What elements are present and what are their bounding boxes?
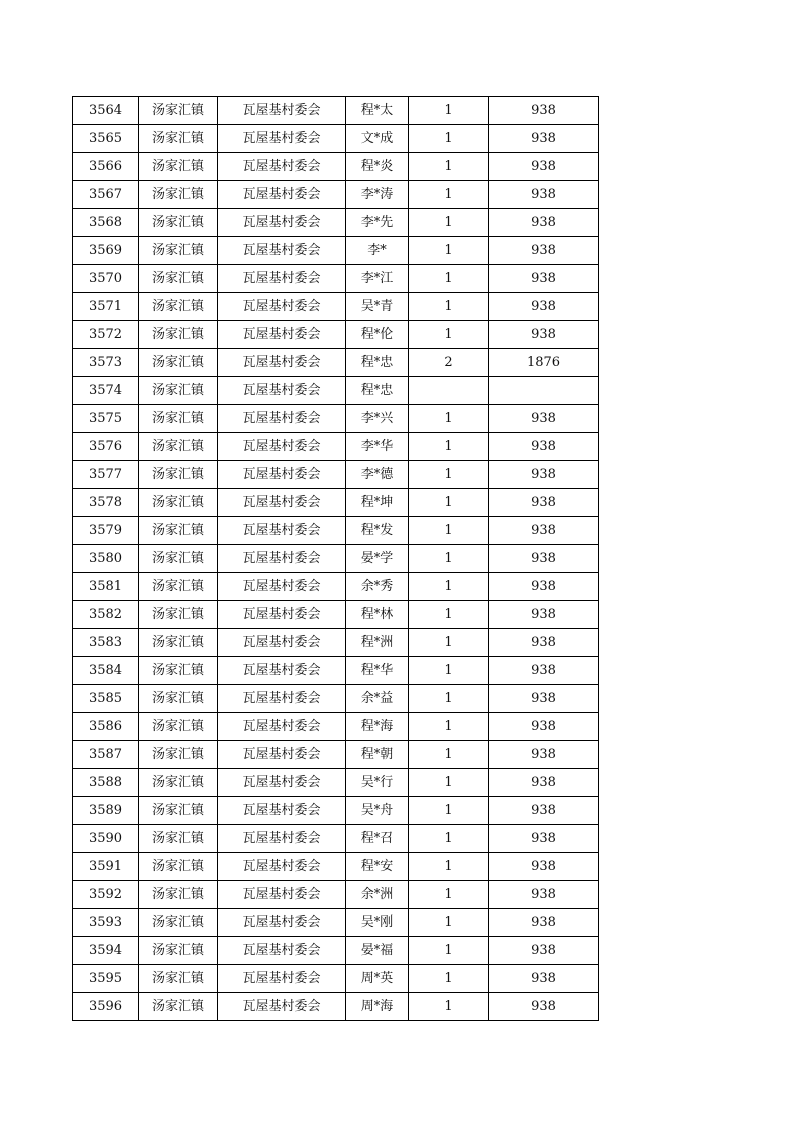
town-cell: 汤家汇镇 xyxy=(139,545,218,573)
amount-cell: 938 xyxy=(489,181,599,209)
amount-cell: 938 xyxy=(489,769,599,797)
amount-cell: 938 xyxy=(489,909,599,937)
amount-cell: 938 xyxy=(489,993,599,1021)
village-committee-cell: 瓦屋基村委会 xyxy=(218,153,346,181)
person-name-cell: 程*华 xyxy=(346,657,409,685)
serial-number-cell: 3577 xyxy=(73,461,139,489)
amount-cell: 938 xyxy=(489,601,599,629)
table-row xyxy=(73,517,599,545)
amount-cell: 938 xyxy=(489,965,599,993)
serial-number-cell: 3567 xyxy=(73,181,139,209)
serial-number-cell: 3579 xyxy=(73,517,139,545)
village-committee-cell: 瓦屋基村委会 xyxy=(218,881,346,909)
village-committee-cell: 瓦屋基村委会 xyxy=(218,937,346,965)
table-row xyxy=(73,741,599,769)
headcount-cell: 2 xyxy=(409,349,489,377)
table-row xyxy=(73,125,599,153)
person-name-cell: 李*兴 xyxy=(346,405,409,433)
headcount-cell: 1 xyxy=(409,965,489,993)
serial-number-cell: 3574 xyxy=(73,377,139,405)
village-committee-cell: 瓦屋基村委会 xyxy=(218,965,346,993)
village-committee-cell: 瓦屋基村委会 xyxy=(218,433,346,461)
amount-cell: 938 xyxy=(489,405,599,433)
town-cell: 汤家汇镇 xyxy=(139,601,218,629)
town-cell: 汤家汇镇 xyxy=(139,517,218,545)
village-committee-cell: 瓦屋基村委会 xyxy=(218,265,346,293)
table-row xyxy=(73,853,599,881)
amount-cell: 938 xyxy=(489,797,599,825)
amount-cell: 938 xyxy=(489,545,599,573)
table-row xyxy=(73,237,599,265)
table-row xyxy=(73,965,599,993)
village-committee-cell: 瓦屋基村委会 xyxy=(218,209,346,237)
town-cell: 汤家汇镇 xyxy=(139,657,218,685)
town-cell: 汤家汇镇 xyxy=(139,489,218,517)
amount-cell: 938 xyxy=(489,657,599,685)
headcount-cell: 1 xyxy=(409,125,489,153)
table-row xyxy=(73,377,599,405)
amount-cell: 938 xyxy=(489,237,599,265)
town-cell: 汤家汇镇 xyxy=(139,741,218,769)
person-name-cell: 程*林 xyxy=(346,601,409,629)
town-cell: 汤家汇镇 xyxy=(139,993,218,1021)
person-name-cell: 吴*青 xyxy=(346,293,409,321)
amount-cell: 938 xyxy=(489,629,599,657)
amount-cell: 938 xyxy=(489,489,599,517)
amount-cell: 938 xyxy=(489,517,599,545)
headcount-cell: 1 xyxy=(409,769,489,797)
person-name-cell: 吴*行 xyxy=(346,769,409,797)
table-row xyxy=(73,153,599,181)
serial-number-cell: 3571 xyxy=(73,293,139,321)
headcount-cell: 1 xyxy=(409,741,489,769)
person-name-cell: 程*坤 xyxy=(346,489,409,517)
serial-number-cell: 3594 xyxy=(73,937,139,965)
town-cell: 汤家汇镇 xyxy=(139,853,218,881)
person-name-cell: 程*海 xyxy=(346,713,409,741)
headcount-cell: 1 xyxy=(409,545,489,573)
town-cell: 汤家汇镇 xyxy=(139,685,218,713)
amount-cell: 938 xyxy=(489,209,599,237)
serial-number-cell: 3590 xyxy=(73,825,139,853)
table-row xyxy=(73,713,599,741)
amount-cell: 938 xyxy=(489,265,599,293)
table-row xyxy=(73,293,599,321)
table-row xyxy=(73,97,599,125)
table-row xyxy=(73,797,599,825)
village-committee-cell: 瓦屋基村委会 xyxy=(218,573,346,601)
headcount-cell: 1 xyxy=(409,293,489,321)
table-row xyxy=(73,209,599,237)
village-committee-cell: 瓦屋基村委会 xyxy=(218,489,346,517)
serial-number-cell: 3596 xyxy=(73,993,139,1021)
person-name-cell: 程*安 xyxy=(346,853,409,881)
person-name-cell: 文*成 xyxy=(346,125,409,153)
headcount-cell: 1 xyxy=(409,909,489,937)
village-committee-cell: 瓦屋基村委会 xyxy=(218,657,346,685)
amount-cell: 938 xyxy=(489,293,599,321)
amount-cell: 938 xyxy=(489,321,599,349)
amount-cell: 938 xyxy=(489,461,599,489)
headcount-cell: 1 xyxy=(409,489,489,517)
town-cell: 汤家汇镇 xyxy=(139,321,218,349)
headcount-cell: 1 xyxy=(409,209,489,237)
table-row xyxy=(73,461,599,489)
town-cell: 汤家汇镇 xyxy=(139,377,218,405)
headcount-cell: 1 xyxy=(409,993,489,1021)
serial-number-cell: 3576 xyxy=(73,433,139,461)
village-committee-cell: 瓦屋基村委会 xyxy=(218,293,346,321)
serial-number-cell: 3573 xyxy=(73,349,139,377)
town-cell: 汤家汇镇 xyxy=(139,713,218,741)
person-name-cell: 程*朝 xyxy=(346,741,409,769)
person-name-cell: 程*召 xyxy=(346,825,409,853)
serial-number-cell: 3589 xyxy=(73,797,139,825)
village-committee-cell: 瓦屋基村委会 xyxy=(218,377,346,405)
headcount-cell: 1 xyxy=(409,629,489,657)
headcount-cell: 1 xyxy=(409,433,489,461)
serial-number-cell: 3572 xyxy=(73,321,139,349)
serial-number-cell: 3578 xyxy=(73,489,139,517)
town-cell: 汤家汇镇 xyxy=(139,293,218,321)
headcount-cell: 1 xyxy=(409,657,489,685)
headcount-cell: 1 xyxy=(409,237,489,265)
person-name-cell: 程*伦 xyxy=(346,321,409,349)
amount-cell: 938 xyxy=(489,881,599,909)
amount-cell: 1876 xyxy=(489,349,599,377)
village-committee-cell: 瓦屋基村委会 xyxy=(218,741,346,769)
village-committee-cell: 瓦屋基村委会 xyxy=(218,853,346,881)
village-committee-cell: 瓦屋基村委会 xyxy=(218,713,346,741)
table-row xyxy=(73,937,599,965)
serial-number-cell: 3564 xyxy=(73,97,139,125)
town-cell: 汤家汇镇 xyxy=(139,881,218,909)
serial-number-cell: 3587 xyxy=(73,741,139,769)
table-row xyxy=(73,545,599,573)
town-cell: 汤家汇镇 xyxy=(139,349,218,377)
village-committee-cell: 瓦屋基村委会 xyxy=(218,237,346,265)
person-name-cell: 李*江 xyxy=(346,265,409,293)
town-cell: 汤家汇镇 xyxy=(139,573,218,601)
village-committee-cell: 瓦屋基村委会 xyxy=(218,405,346,433)
table-row xyxy=(73,909,599,937)
town-cell: 汤家汇镇 xyxy=(139,265,218,293)
person-name-cell: 吴*舟 xyxy=(346,797,409,825)
village-committee-cell: 瓦屋基村委会 xyxy=(218,349,346,377)
headcount-cell: 1 xyxy=(409,405,489,433)
person-name-cell: 程*忠 xyxy=(346,349,409,377)
person-name-cell: 程*炎 xyxy=(346,153,409,181)
headcount-cell: 1 xyxy=(409,825,489,853)
table-row xyxy=(73,405,599,433)
village-committee-cell: 瓦屋基村委会 xyxy=(218,601,346,629)
village-committee-cell: 瓦屋基村委会 xyxy=(218,461,346,489)
table-row xyxy=(73,769,599,797)
amount-cell: 938 xyxy=(489,433,599,461)
person-name-cell: 余*秀 xyxy=(346,573,409,601)
serial-number-cell: 3585 xyxy=(73,685,139,713)
serial-number-cell: 3566 xyxy=(73,153,139,181)
headcount-cell: 1 xyxy=(409,153,489,181)
serial-number-cell: 3592 xyxy=(73,881,139,909)
headcount-cell: 1 xyxy=(409,713,489,741)
village-committee-cell: 瓦屋基村委会 xyxy=(218,769,346,797)
town-cell: 汤家汇镇 xyxy=(139,125,218,153)
village-committee-cell: 瓦屋基村委会 xyxy=(218,797,346,825)
town-cell: 汤家汇镇 xyxy=(139,965,218,993)
village-committee-cell: 瓦屋基村委会 xyxy=(218,517,346,545)
person-name-cell: 程*忠 xyxy=(346,377,409,405)
amount-cell: 938 xyxy=(489,153,599,181)
headcount-cell xyxy=(409,377,489,405)
table-row xyxy=(73,433,599,461)
table-row xyxy=(73,573,599,601)
person-name-cell: 李*先 xyxy=(346,209,409,237)
table-row xyxy=(73,629,599,657)
serial-number-cell: 3593 xyxy=(73,909,139,937)
table-body xyxy=(73,97,599,1021)
person-name-cell: 吴*刚 xyxy=(346,909,409,937)
person-name-cell: 程*发 xyxy=(346,517,409,545)
headcount-cell: 1 xyxy=(409,321,489,349)
town-cell: 汤家汇镇 xyxy=(139,237,218,265)
amount-cell: 938 xyxy=(489,573,599,601)
table-row xyxy=(73,657,599,685)
serial-number-cell: 3568 xyxy=(73,209,139,237)
person-name-cell: 晏*学 xyxy=(346,545,409,573)
headcount-cell: 1 xyxy=(409,517,489,545)
village-committee-cell: 瓦屋基村委会 xyxy=(218,125,346,153)
headcount-cell: 1 xyxy=(409,937,489,965)
headcount-cell: 1 xyxy=(409,265,489,293)
town-cell: 汤家汇镇 xyxy=(139,461,218,489)
table-row xyxy=(73,181,599,209)
serial-number-cell: 3595 xyxy=(73,965,139,993)
amount-cell: 938 xyxy=(489,937,599,965)
amount-cell: 938 xyxy=(489,825,599,853)
town-cell: 汤家汇镇 xyxy=(139,629,218,657)
amount-cell: 938 xyxy=(489,685,599,713)
serial-number-cell: 3575 xyxy=(73,405,139,433)
town-cell: 汤家汇镇 xyxy=(139,769,218,797)
village-committee-cell: 瓦屋基村委会 xyxy=(218,181,346,209)
person-name-cell: 李*德 xyxy=(346,461,409,489)
headcount-cell: 1 xyxy=(409,573,489,601)
town-cell: 汤家汇镇 xyxy=(139,433,218,461)
person-name-cell: 周*海 xyxy=(346,993,409,1021)
town-cell: 汤家汇镇 xyxy=(139,909,218,937)
serial-number-cell: 3584 xyxy=(73,657,139,685)
table-row xyxy=(73,881,599,909)
village-committee-cell: 瓦屋基村委会 xyxy=(218,993,346,1021)
village-committee-cell: 瓦屋基村委会 xyxy=(218,825,346,853)
headcount-cell: 1 xyxy=(409,461,489,489)
town-cell: 汤家汇镇 xyxy=(139,97,218,125)
town-cell: 汤家汇镇 xyxy=(139,797,218,825)
headcount-cell: 1 xyxy=(409,97,489,125)
serial-number-cell: 3581 xyxy=(73,573,139,601)
table-row xyxy=(73,265,599,293)
person-name-cell: 余*洲 xyxy=(346,881,409,909)
amount-cell: 938 xyxy=(489,125,599,153)
headcount-cell: 1 xyxy=(409,601,489,629)
headcount-cell: 1 xyxy=(409,853,489,881)
village-committee-cell: 瓦屋基村委会 xyxy=(218,685,346,713)
serial-number-cell: 3591 xyxy=(73,853,139,881)
serial-number-cell: 3570 xyxy=(73,265,139,293)
person-name-cell: 余*益 xyxy=(346,685,409,713)
serial-number-cell: 3580 xyxy=(73,545,139,573)
headcount-cell: 1 xyxy=(409,797,489,825)
village-committee-cell: 瓦屋基村委会 xyxy=(218,629,346,657)
amount-cell: 938 xyxy=(489,853,599,881)
village-committee-cell: 瓦屋基村委会 xyxy=(218,909,346,937)
table-row xyxy=(73,825,599,853)
table-row xyxy=(73,349,599,377)
town-cell: 汤家汇镇 xyxy=(139,181,218,209)
subsidy-list-table xyxy=(72,96,599,1021)
person-name-cell: 程*洲 xyxy=(346,629,409,657)
town-cell: 汤家汇镇 xyxy=(139,937,218,965)
serial-number-cell: 3583 xyxy=(73,629,139,657)
person-name-cell: 程*太 xyxy=(346,97,409,125)
town-cell: 汤家汇镇 xyxy=(139,825,218,853)
amount-cell xyxy=(489,377,599,405)
headcount-cell: 1 xyxy=(409,181,489,209)
serial-number-cell: 3569 xyxy=(73,237,139,265)
town-cell: 汤家汇镇 xyxy=(139,153,218,181)
amount-cell: 938 xyxy=(489,741,599,769)
table-row xyxy=(73,489,599,517)
serial-number-cell: 3582 xyxy=(73,601,139,629)
serial-number-cell: 3586 xyxy=(73,713,139,741)
headcount-cell: 1 xyxy=(409,881,489,909)
person-name-cell: 李*涛 xyxy=(346,181,409,209)
village-committee-cell: 瓦屋基村委会 xyxy=(218,545,346,573)
table-row xyxy=(73,993,599,1021)
amount-cell: 938 xyxy=(489,97,599,125)
town-cell: 汤家汇镇 xyxy=(139,405,218,433)
headcount-cell: 1 xyxy=(409,685,489,713)
serial-number-cell: 3588 xyxy=(73,769,139,797)
amount-cell: 938 xyxy=(489,713,599,741)
person-name-cell: 晏*福 xyxy=(346,937,409,965)
person-name-cell: 李* xyxy=(346,237,409,265)
serial-number-cell: 3565 xyxy=(73,125,139,153)
table-row xyxy=(73,601,599,629)
person-name-cell: 李*华 xyxy=(346,433,409,461)
town-cell: 汤家汇镇 xyxy=(139,209,218,237)
table-row xyxy=(73,685,599,713)
table-row xyxy=(73,321,599,349)
village-committee-cell: 瓦屋基村委会 xyxy=(218,97,346,125)
village-committee-cell: 瓦屋基村委会 xyxy=(218,321,346,349)
person-name-cell: 周*英 xyxy=(346,965,409,993)
